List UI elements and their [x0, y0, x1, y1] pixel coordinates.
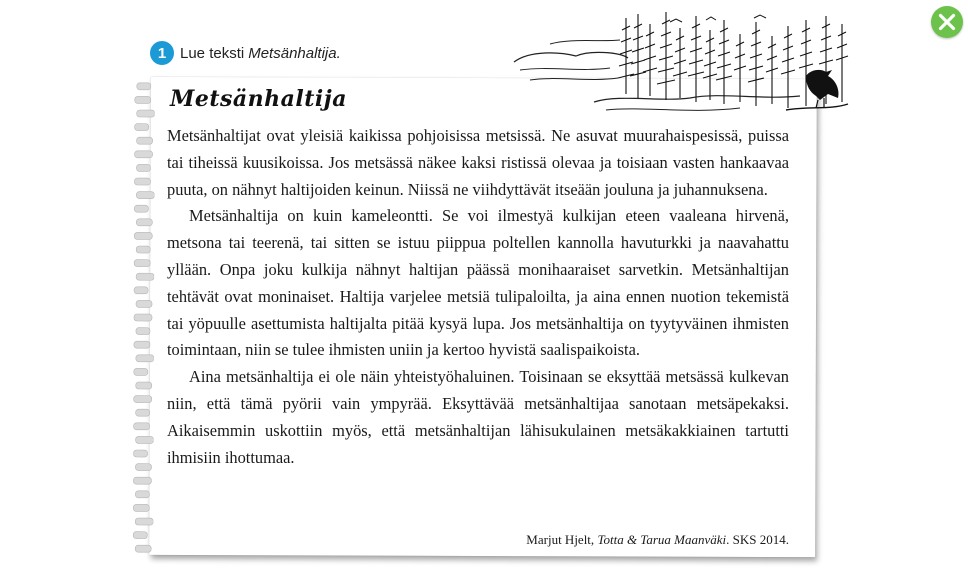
- spiral-hole: [134, 287, 148, 294]
- paragraph-2: Metsänhaltija on kuin kameleontti. Se voi ilmestyä kulkijan eteen vaaleana hirvenä, metsona tai teerenä, tai sitten se istuu piippua poltellen kannolla havuturkki ja naavahattu yllään. Onpa joku kulkija nähnyt haltijan päässä monihaaraiset sarvetkin. Metsänhaltijan tehtävät ovat moninaiset. Haltija varjelee metsiä tulipaloilta, ja aina ennen nuotion tekemistä tai yöpuulle asettumista haltijalta pitää kysyä lupa. Jos metsänhaltija on tyytyväinen ihmisten toimintaan, niin se tulee ihmisten uniin ja kertoo hyvistä saalispaikoista.: [167, 206, 789, 360]
- close-icon: [931, 6, 963, 38]
- document-body: [167, 123, 789, 471]
- spiral-hole: [134, 396, 152, 403]
- spiral-hole: [136, 328, 150, 335]
- spiral-hole: [135, 518, 153, 525]
- torn-spiral-edge: [123, 77, 155, 555]
- spiral-hole: [134, 423, 150, 430]
- spiral-hole: [135, 464, 151, 471]
- spiral-hole: [134, 260, 150, 267]
- spiral-hole: [136, 273, 154, 280]
- spiral-hole: [136, 382, 152, 389]
- spiral-hole: [134, 368, 148, 375]
- spiral-hole: [136, 192, 154, 199]
- spiral-hole: [136, 409, 150, 416]
- spiral-hole: [136, 436, 154, 443]
- close-button[interactable]: [931, 6, 963, 38]
- spiral-hole: [134, 341, 150, 348]
- spiral-hole: [133, 532, 147, 539]
- paragraph-3: Aina metsänhaltija ei ole näin yhteistyöhaluinen. Toisinaan se eksyttää metsässä kulkevan niin, että tämä pyörii vain ympyrää. Eksyttävää metsänhaltijaa sanotaan metsäpekaksi. Aikaisemmin uskottiin myös, että metsänhaltijan lähisukulainen metsäkakkiainen tartutti ihmisiin ihottumaa.: [167, 367, 789, 467]
- spiral-hole: [134, 232, 152, 239]
- task-instruction-text: Lue teksti: [180, 44, 245, 62]
- spiral-hole: [135, 151, 153, 158]
- task-instruction: [150, 40, 341, 66]
- spiral-hole: [136, 300, 152, 307]
- spiral-hole: [135, 96, 151, 103]
- spiral-hole: [136, 219, 152, 226]
- spiral-hole: [134, 450, 148, 457]
- spiral-hole: [137, 137, 153, 144]
- paragraph-1: Metsänhaltijat ovat yleisiä kaikissa pohjoisissa metsissä. Ne asuvat muurahaispesissä, puissa tai tiheissä kuusikoissa. Jos metsässä näkee kaksi ristissä olevaa ja toisiaan vasten hankaavaa puuta, on nähnyt haltijoiden keinun. Niissä ne viihdyttävät itseään jouluna ja juhannuksena.: [167, 126, 789, 199]
- spiral-hole: [133, 504, 149, 511]
- source-citation: [526, 532, 789, 548]
- task-number-badge: 1: [150, 41, 174, 65]
- spiral-hole: [136, 355, 154, 362]
- citation-publisher: . SKS 2014.: [726, 532, 789, 547]
- spiral-hole: [135, 124, 149, 131]
- spiral-hole: [136, 246, 150, 253]
- forest-raven-illustration: [510, 10, 850, 128]
- task-instruction-title: Metsänhaltija.: [248, 44, 341, 62]
- spiral-hole: [134, 178, 150, 185]
- spiral-hole: [137, 83, 151, 90]
- citation-author: Marjut Hjelt,: [526, 532, 595, 547]
- spiral-hole: [135, 491, 149, 498]
- spiral-hole: [134, 314, 152, 321]
- spiral-hole: [134, 205, 148, 212]
- document-title: Metsänhaltija: [170, 86, 347, 112]
- spiral-hole: [135, 545, 151, 552]
- spiral-hole: [133, 477, 151, 484]
- spiral-hole: [137, 164, 151, 171]
- spiral-hole: [137, 110, 155, 117]
- citation-work: Totta & Tarua Maanväki: [597, 532, 727, 547]
